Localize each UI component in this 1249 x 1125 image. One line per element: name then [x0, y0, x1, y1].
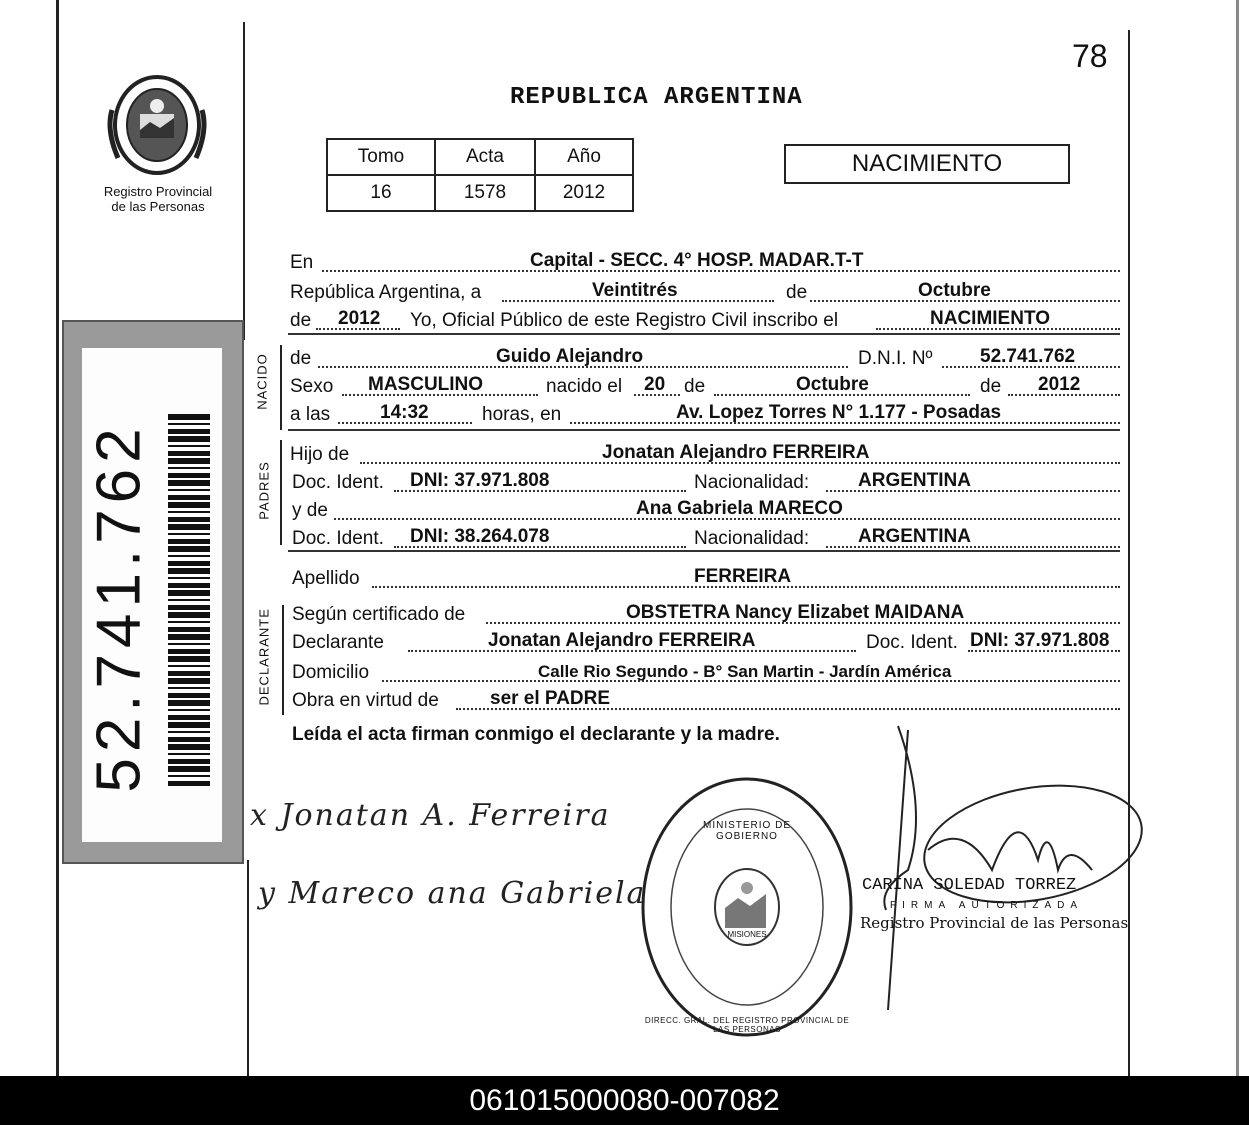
label-doc-ident-3: Doc. Ident. [866, 632, 958, 653]
row-mother-doc [290, 526, 1120, 552]
section-line-nacido [280, 345, 282, 430]
stamp-ring-text: DIRECC. GRAL. DEL REGISTRO PROVINCIAL DE LAS PERSONAS [644, 1016, 850, 1034]
row-declarant [290, 630, 1120, 656]
footer-code: 061015000080-007082 [469, 1084, 780, 1117]
row-sex-birth [290, 374, 1120, 400]
barcode-number: 52.741.762 [84, 422, 154, 793]
inner-margin-line-bottom [247, 860, 249, 1076]
footer-bar [0, 1076, 1249, 1125]
label-nacionalidad-1: Nacionalidad: [694, 472, 810, 493]
round-stamp-graphic [640, 776, 854, 1038]
row-surname [290, 566, 1120, 592]
doc-type-box: NACIMIENTO [784, 144, 1070, 184]
label-dni: D.N.I. Nº [858, 348, 933, 369]
label-de-month: de [786, 282, 808, 303]
label-declarante: Declarante [292, 632, 384, 653]
row-child-name [290, 346, 1120, 372]
label-apellido: Apellido [292, 568, 360, 589]
side-label-padres: PADRES [256, 461, 272, 520]
right-edge-line [1236, 0, 1239, 1076]
row-capacity [290, 688, 1120, 714]
barcode-bars [168, 414, 210, 786]
table-cell: 2012 [535, 175, 633, 211]
table-row [327, 175, 633, 211]
label-de-year: de [290, 310, 312, 331]
label-nacionalidad-2: Nacionalidad: [694, 528, 810, 549]
father-signature: x Jonatan A. Ferreira [250, 798, 611, 833]
field-father-nationality: ARGENTINA [858, 470, 971, 491]
label-en: En [290, 252, 314, 273]
table-header-cell: Año [535, 139, 633, 175]
field-father-name: Jonatan Alejandro FERREIRA [602, 442, 870, 463]
field-birth-day: 20 [644, 374, 666, 395]
field-declarant: Jonatan Alejandro FERREIRA [488, 630, 756, 651]
page-number: 78 [1072, 38, 1108, 74]
field-capacity: ser el PADRE [490, 688, 611, 709]
page-title: REPUBLICA ARGENTINA [510, 84, 803, 111]
side-label-declarante: DECLARANTE [256, 608, 272, 706]
row-mother [290, 498, 1120, 524]
label-yo-text: Yo, Oficial Público de este Registro Civil inscribo el [410, 310, 839, 331]
label-de-b: de [684, 376, 706, 397]
official-role: FIRMA AUTORIZADA [890, 900, 1084, 911]
table-cell: 1578 [435, 175, 535, 211]
label-republica: República Argentina, a [290, 282, 482, 303]
field-mother-name: Ana Gabriela MARECO [636, 498, 843, 519]
barcode-sticker [62, 320, 244, 864]
field-certificate-by: OBSTETRA Nancy Elizabet MAIDANA [626, 602, 965, 623]
table-header-cell: Acta [435, 139, 535, 175]
row-address [290, 660, 1120, 686]
label-y-de: y de [292, 500, 328, 521]
field-birth-year: 2012 [1038, 374, 1081, 395]
label-doc-ident-2: Doc. Ident. [292, 528, 384, 549]
field-birth-time: 14:32 [380, 402, 429, 423]
mother-signature: y Mareco ana Gabriela [258, 876, 647, 911]
side-label-nacido: NACIDO [254, 353, 270, 410]
field-dni: 52.741.762 [980, 346, 1076, 367]
field-year: 2012 [338, 308, 381, 329]
label-nacido-el: nacido el [546, 376, 623, 397]
table-cell: 16 [327, 175, 435, 211]
field-birth-month: Octubre [796, 374, 869, 395]
field-surname: FERREIRA [694, 566, 792, 587]
label-segun: Según certificado de [292, 604, 466, 625]
field-mother-doc: DNI: 38.264.078 [410, 526, 550, 547]
section-line-declarante [282, 605, 284, 715]
left-margin-line [56, 0, 59, 1076]
row-father-doc [290, 470, 1120, 496]
registry-table [326, 138, 634, 212]
seal-caption: Registro Provincial de las Personas [103, 184, 213, 214]
label-domicilio: Domicilio [292, 662, 370, 683]
field-father-doc: DNI: 37.971.808 [410, 470, 550, 491]
label-sexo: Sexo [290, 376, 334, 397]
field-act-type: NACIMIENTO [930, 308, 1050, 329]
row-date [290, 280, 1120, 306]
section-line-padres [280, 440, 282, 545]
label-de-c: de [980, 376, 1002, 397]
seal-emblem-icon [102, 70, 212, 180]
official-office: Registro Provincial de las Personas [860, 914, 1129, 932]
round-stamp [640, 776, 854, 1038]
table-header-cell: Tomo [327, 139, 435, 175]
field-birth-place: Av. Lopez Torres N° 1.177 - Posadas [676, 402, 1002, 423]
row-certificate [290, 602, 1120, 628]
label-hijo-de: Hijo de [290, 444, 350, 465]
field-sex: MASCULINO [368, 374, 484, 395]
inner-margin-line-top [243, 22, 245, 340]
official-name: CARINA SOLEDAD TORREZ [862, 876, 1077, 895]
label-doc-ident-1: Doc. Ident. [292, 472, 384, 493]
table-header-row [327, 139, 633, 175]
label-obra: Obra en virtud de [292, 690, 439, 711]
stamp-center-text: MISIONES [727, 930, 767, 939]
stamp-inner-text: MINISTERIO DE GOBIERNO [702, 820, 791, 842]
label-a-las: a las [290, 404, 331, 425]
field-place: Capital - SECC. 4° HOSP. MADAR.T-T [530, 250, 864, 271]
official-signature [868, 720, 1148, 1010]
field-declarant-doc: DNI: 37.971.808 [970, 630, 1110, 651]
row-year-act [290, 308, 1120, 334]
official-signature-scribble [868, 720, 1148, 1010]
closing-statement: Leída el acta firman conmigo el declarante y la madre. [292, 724, 780, 745]
field-address: Calle Rio Segundo - B° San Martin - Jardín América [538, 662, 952, 681]
field-month: Octubre [918, 280, 991, 301]
row-father [290, 442, 1120, 468]
field-mother-nationality: ARGENTINA [858, 526, 971, 547]
section-divider [288, 429, 1120, 431]
row-place [290, 250, 1120, 276]
label-horas-en: horas, en [482, 404, 562, 425]
row-time-place [290, 402, 1120, 428]
field-child-name: Guido Alejandro [496, 346, 644, 367]
provincial-seal [102, 70, 212, 180]
label-de-name: de [290, 348, 312, 369]
field-day-words: Veintitrés [592, 280, 678, 301]
